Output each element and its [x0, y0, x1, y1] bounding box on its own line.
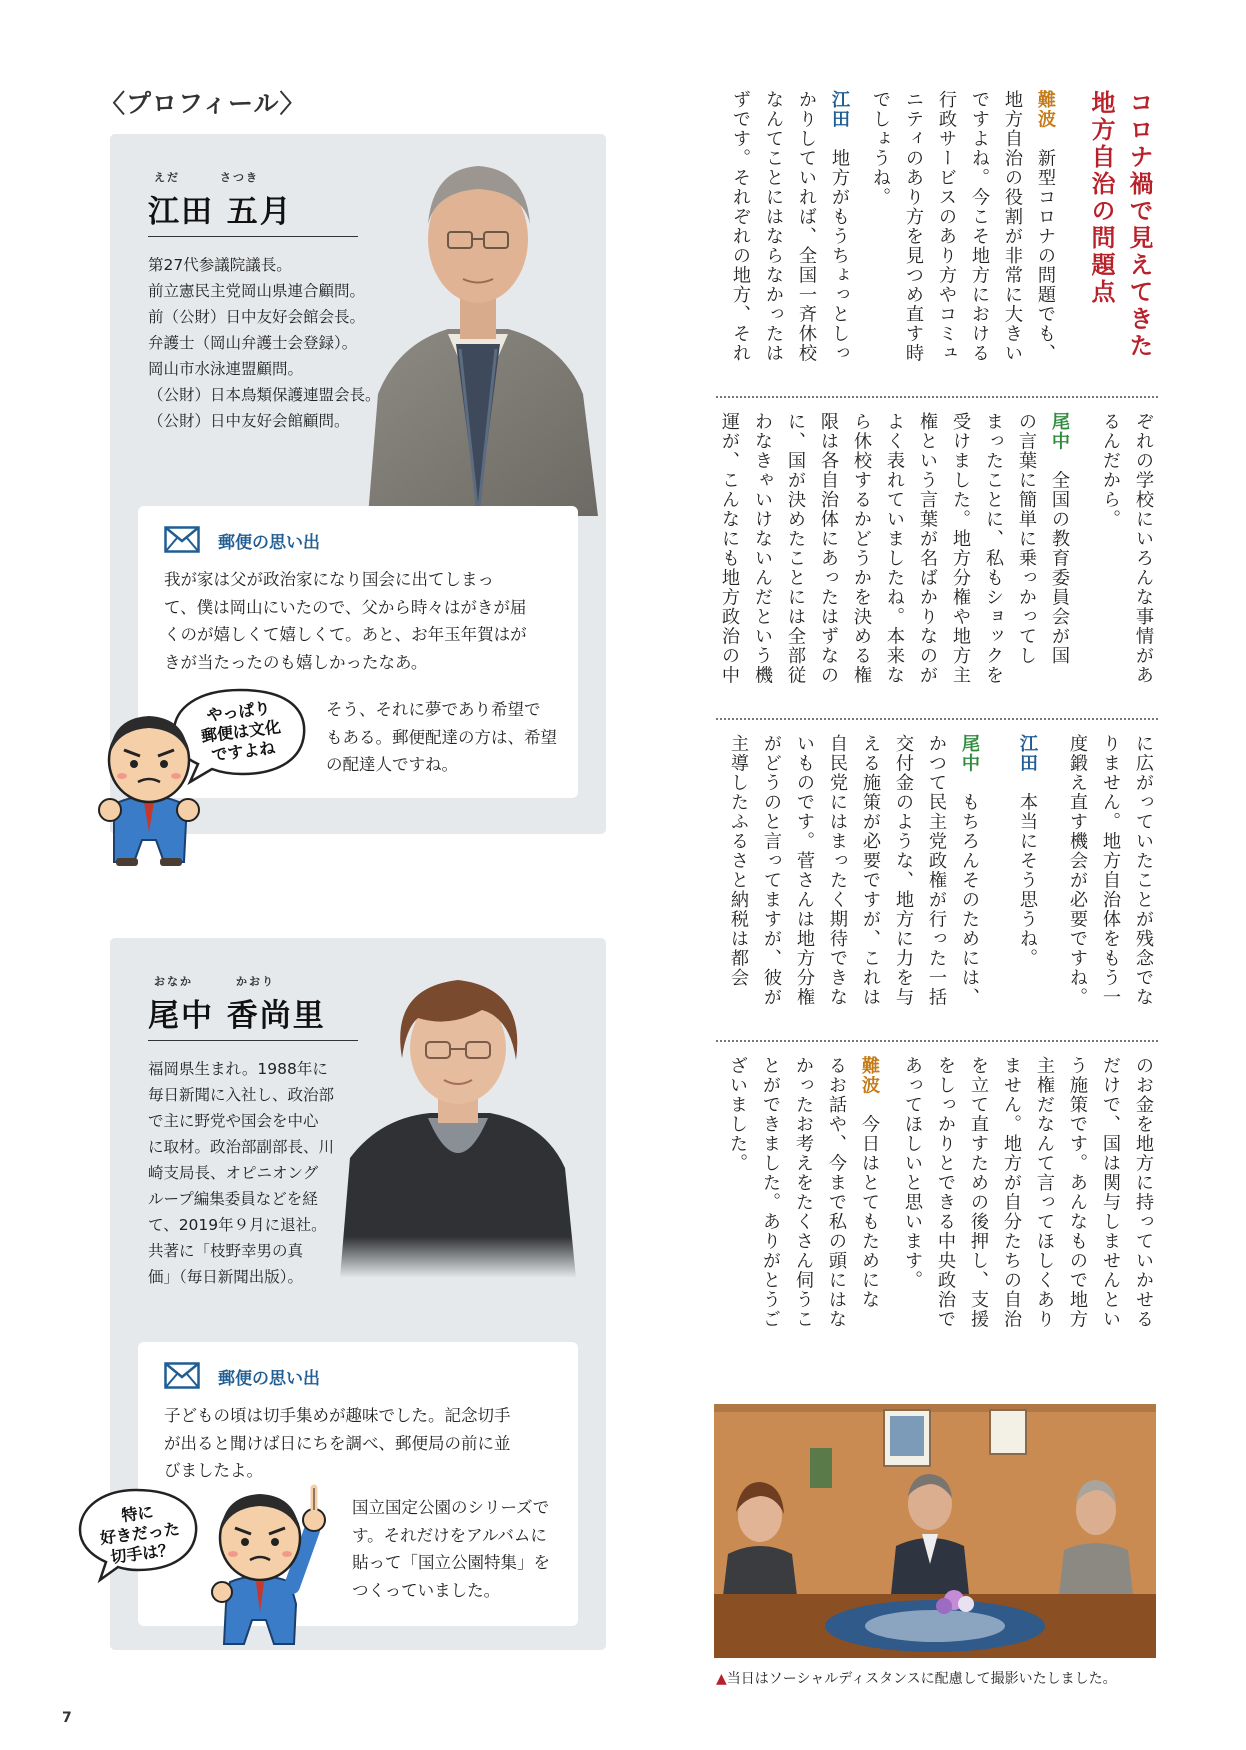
- block2-eda-cont: [1090, 412, 1160, 712]
- bio-line: 岡山市水泳連盟顧問。: [148, 360, 304, 378]
- profile-card-eda: [110, 134, 606, 834]
- block4-nanba: [716, 1056, 886, 1356]
- eda-memo-title: 郵便の思い出: [218, 533, 320, 553]
- eda-ruby-given: さつき: [220, 171, 259, 184]
- speech-text: 地方がもうちょっとしっ かりしていれば、全国一斉休校 なんてことにはならなかったは ずです。それぞれの地方、それ: [730, 90, 850, 363]
- block2-onaka: [716, 412, 1076, 712]
- block4-onaka-cont: [894, 1056, 1160, 1356]
- memo-line: きが当たったのも嬉しかったなあ。: [164, 652, 428, 672]
- speech-text: もちろんそのためには、 かつて民主党政権が行った一括 交付金のような、地方に力を与 える施策が必要ですが、これは 自民党にはまったく期待できな いものです。菅さんは地方分権 がどうのと言ってますが、彼が 主導したふるさと納税は都会: [728, 734, 980, 1007]
- photo-caption-text: 当日はソーシャルディスタンスに配慮して撮影いたしました。: [726, 1671, 1117, 1687]
- bio-line: 福岡県生まれ。1988年に: [148, 1060, 328, 1078]
- reply-line: 貼って「国立公園特集」を: [352, 1553, 550, 1572]
- envelope-icon: [164, 526, 200, 553]
- bio-line: ループ編集委員などを経: [148, 1190, 318, 1208]
- onaka-photo: [310, 958, 606, 1278]
- bio-line: に取材。政治部副部長、川: [148, 1138, 335, 1156]
- memo-line: 我が家は父が政治家になり国会に出てしまっ: [164, 570, 494, 589]
- bio-line: で主に野党や国会を中心: [148, 1112, 319, 1130]
- speech-text: に広がっていたことが残念でな りません。地方自治体をもう一 度鍛え直す機会が必要ですね。: [1067, 734, 1154, 1007]
- dotted-divider: [716, 1040, 1158, 1042]
- dotted-divider: [716, 396, 1158, 398]
- bio-line: 弁護士（岡山弁護士会登録）。: [148, 334, 358, 352]
- eda-reply-text: [326, 696, 557, 779]
- speech-text: 本当にそう思うね。: [1017, 773, 1038, 968]
- page-number: 7: [62, 1710, 72, 1726]
- onaka-name-block: [148, 975, 326, 1035]
- eda-bio: [148, 252, 381, 434]
- eda-name-rule: [148, 236, 358, 237]
- speaker-nanba: 難波: [859, 1056, 880, 1095]
- speech-text: 新型コロナの問題でも、 地方自治の役割が非常に大きい ですよね。今こそ地方における 行政サービスのあり方やコミュ ニティのあり方を見つめ直す時 でしょうね。: [870, 90, 1056, 363]
- bubble-line: 郵便は文化: [200, 717, 282, 746]
- memo-line: 子どもの頃は切手集めが趣味でした。記念切手: [164, 1406, 511, 1425]
- speaker-eda: 江田: [829, 90, 850, 129]
- onaka-name: 尾中 香尚里: [148, 998, 326, 1034]
- bubble-line: 好きだった: [99, 1519, 181, 1548]
- triangle-icon: ▲: [716, 1671, 727, 1687]
- mascot-character-1: [94, 702, 204, 868]
- block1-eda: [716, 90, 856, 390]
- block3-eda: [1004, 734, 1044, 1034]
- bio-line: 共著に「枝野幸男の真: [148, 1242, 304, 1260]
- memo-line: が出ると聞けば日にちを調べ、郵便局の前に並: [164, 1433, 511, 1453]
- reply-line: そう、それに夢であり希望で: [326, 700, 541, 719]
- bio-line: （公財）日中友好会館顧問。: [148, 412, 350, 430]
- onaka-ruby-family: おなか: [154, 975, 193, 988]
- profile-heading: 〈プロフィール〉: [100, 89, 306, 118]
- eda-name-block: [148, 171, 293, 231]
- bio-line: （公財）日本鳥類保護連盟会長。: [148, 386, 381, 404]
- eda-memo-text: [164, 566, 527, 676]
- reply-line: もある。郵便配達の方は、希望: [326, 727, 557, 747]
- dotted-divider: [716, 718, 1158, 720]
- profile-card-onaka: [99, 938, 606, 1650]
- bubble-line: 特に: [120, 1502, 155, 1526]
- bio-line: 第27代参議院議長。: [148, 256, 292, 274]
- speech-text: のお金を地方に持っていかせる だけで、国は関与しませんとい う施策です。あんなもので地方 主権だなんて言ってほしくあり ません。地方が自分たちの自治 を立て直すための後押し、支援 をしっかりとできる中央政治で あってほしいと思います。: [902, 1056, 1154, 1329]
- article-heading: [1082, 90, 1158, 390]
- block1-nanba: [862, 90, 1062, 390]
- bubble-line: やっぱり: [205, 698, 272, 725]
- bio-line: 前（公財）日中友好会館会長。: [148, 308, 366, 326]
- eda-name: 江田 五月: [148, 194, 293, 230]
- mascot-character-2: [200, 1468, 330, 1648]
- speaker-onaka: 尾中: [959, 734, 980, 773]
- reply-line: の配達人ですね。: [326, 755, 458, 774]
- bio-line: 崎支局長、オピニオング: [148, 1164, 319, 1182]
- speech-text: 全国の教育委員会が国 の言葉に簡単に乗っかってし まったことに、私もショックを 受けました。地方分権や地方主 権という言葉が名ばかりなのが よく表れていましたね。本来な ら休校するかどうかを決める権 限は各自治体にあったはずなの に、国が決めたことには全部従 わなきゃいけないんだという機 運が、こんなにも地方政治の中: [719, 412, 1070, 685]
- bio-line: 毎日新聞に入社し、政治部: [148, 1086, 335, 1104]
- speaker-nanba: 難波: [1035, 90, 1056, 129]
- onaka-reply-text: [352, 1494, 550, 1604]
- memo-line: びましたよ。: [164, 1461, 263, 1480]
- memo-line: くのが嬉しくて嬉しくて。あと、お年玉年賀はが: [164, 625, 527, 644]
- block3-onaka-cont: [1058, 734, 1160, 1034]
- bubble-line: ですよね: [210, 738, 277, 765]
- meeting-photo: [714, 1404, 1156, 1658]
- bubble-line: 切手は？: [109, 1540, 176, 1567]
- heading-line: コロナ禍で見えてきた: [1125, 90, 1154, 360]
- photo-caption: [716, 1668, 1117, 1688]
- onaka-ruby-given: かおり: [236, 975, 275, 988]
- reply-line: つくっていました。: [352, 1580, 501, 1600]
- bio-line: 前立憲民主党岡山県連合顧問。: [148, 282, 366, 300]
- onaka-bio: [148, 1056, 334, 1290]
- speaker-onaka: 尾中: [1049, 412, 1070, 451]
- bio-line: て、2019年９月に退社。: [148, 1216, 327, 1234]
- eda-photo: [348, 144, 606, 516]
- speaker-eda: 江田: [1017, 734, 1038, 773]
- eda-ruby-family: えだ: [154, 171, 180, 184]
- reply-line: 国立国定公園のシリーズで: [352, 1498, 550, 1517]
- speech-text: 今日はとてもためにな るお話や、今まで私の頭にはな かったお考えをたくさん伺うこ とができました。ありがとうご ざいました。: [727, 1056, 880, 1329]
- memo-line: て、僕は岡山にいたので、父から時々はがきが届: [164, 597, 527, 617]
- block3-onaka: [716, 734, 986, 1034]
- reply-line: す。それだけをアルバムに: [352, 1525, 547, 1545]
- onaka-memo-title: 郵便の思い出: [218, 1369, 320, 1389]
- speech-text: ぞれの学校にいろんな事情があ るんだから。: [1100, 412, 1154, 685]
- heading-line: 地方自治の問題点: [1087, 90, 1116, 306]
- onaka-name-rule: [148, 1040, 358, 1041]
- bio-line: 価」（毎日新聞出版）。: [148, 1268, 304, 1286]
- meeting-photo-illustration: [714, 1404, 1156, 1658]
- envelope-icon: [164, 1362, 200, 1389]
